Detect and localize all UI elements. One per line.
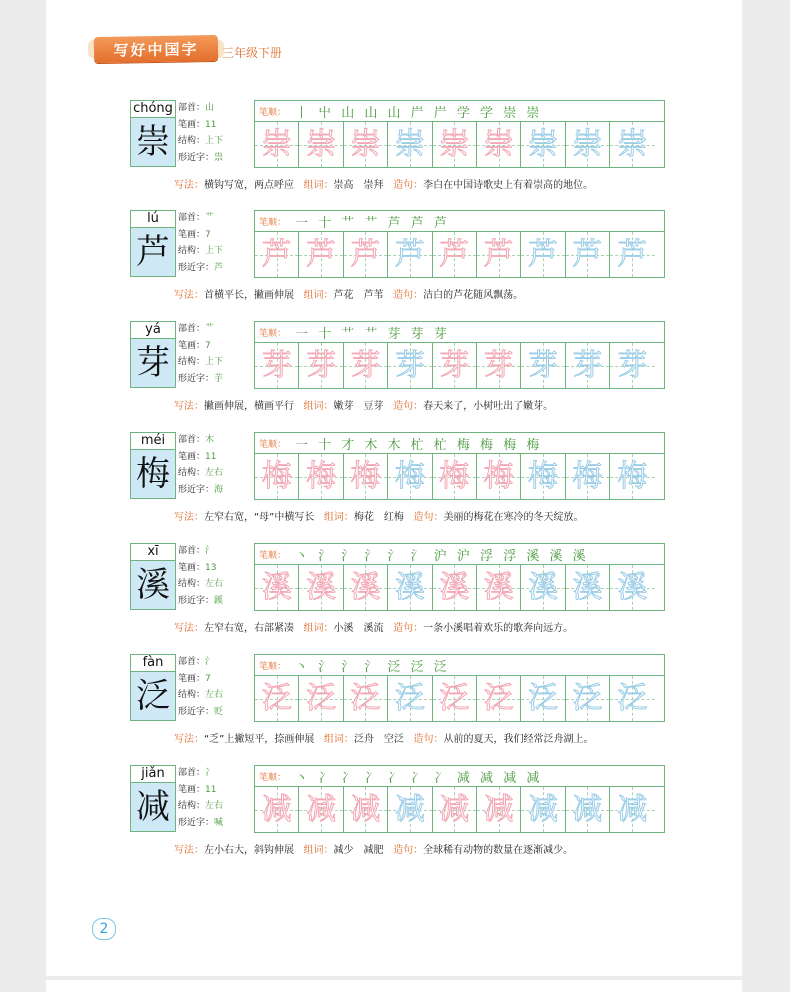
trace-character: 芦	[350, 237, 381, 272]
similar-label: 形近字：	[178, 595, 215, 606]
word-label: 组词：	[303, 623, 334, 634]
practice-cell[interactable]	[610, 343, 654, 388]
stroke-order: 一 十 才 木 木 杧 杧 梅 梅 梅 梅	[295, 438, 543, 453]
word-examples: 嫩芽 豆芽	[333, 401, 384, 412]
character-info	[178, 654, 254, 720]
stroke-count-label: 笔画：	[178, 119, 206, 130]
write-tip: 左小右大，斜钩伸展	[204, 845, 294, 856]
stroke-count-value: 7	[205, 229, 211, 240]
practice-cell[interactable]	[521, 232, 565, 277]
book-title: 写好中国字	[113, 40, 199, 60]
radical-label: 部首：	[178, 435, 206, 445]
practice-cell[interactable]	[299, 122, 343, 167]
stroke-order-label: 笔顺：	[259, 773, 287, 783]
trace-character: 泛	[306, 681, 337, 716]
character-entry	[130, 432, 664, 522]
trace-character: 芽	[483, 348, 514, 383]
similar-label: 形近字：	[178, 484, 215, 495]
practice-grid	[254, 432, 665, 500]
trace-character: 梅	[350, 459, 381, 494]
main-character: 崇	[130, 117, 176, 167]
practice-cell[interactable]	[521, 676, 565, 721]
trace-character: 泛	[572, 681, 603, 716]
practice-cell[interactable]	[388, 565, 432, 610]
stroke-count-label: 笔画：	[178, 229, 206, 240]
practice-cell[interactable]	[388, 343, 432, 388]
trace-character: 减	[394, 792, 425, 827]
trace-character: 芽	[350, 348, 381, 383]
similar-value: 芋	[214, 373, 224, 384]
practice-cell[interactable]	[344, 676, 388, 721]
stroke-count-value: 7	[205, 340, 211, 351]
write-label: 写法：	[174, 290, 204, 301]
stroke-order: 丶 氵 氵 氵 泛 泛 泛	[295, 660, 450, 675]
practice-cell[interactable]	[255, 787, 299, 832]
word-examples: 减少 减肥	[333, 845, 384, 856]
structure-value: 上下	[205, 246, 224, 256]
sentence-example: 一条小溪唱着欢乐的歌奔向远方。	[423, 623, 574, 634]
radical-value: 艹	[205, 324, 215, 334]
word-label: 组词：	[303, 290, 334, 301]
word-examples: 小溪 溪流	[333, 623, 384, 634]
similar-value: 蹊	[214, 595, 224, 606]
practice-cell[interactable]	[299, 565, 343, 610]
trace-character: 溪	[439, 570, 470, 605]
sentence-example: 从前的夏天，我们经常泛舟湖上。	[443, 734, 594, 745]
radical-label: 部首：	[178, 546, 206, 556]
sentence-label: 造句：	[413, 512, 444, 523]
stroke-count-label: 笔画：	[178, 562, 206, 573]
trace-character: 泛	[350, 681, 381, 716]
stroke-count-label: 笔画：	[178, 784, 206, 795]
practice-cells	[255, 565, 664, 610]
sentence-label: 造句：	[393, 180, 424, 191]
stroke-order-row	[255, 655, 664, 676]
trace-character: 芦	[483, 237, 514, 272]
radical-value: 氵	[205, 657, 215, 667]
write-label: 写法：	[174, 734, 204, 745]
practice-cell[interactable]	[521, 454, 565, 499]
trace-character: 溪	[483, 570, 514, 605]
practice-cell[interactable]	[344, 565, 388, 610]
similar-label: 形近字：	[178, 262, 215, 273]
trace-character: 溪	[394, 570, 425, 605]
write-tip: 首横平长，撇画伸展	[204, 290, 294, 301]
write-label: 写法：	[174, 845, 204, 856]
stroke-order: 一 十 艹 艹 芽 芽 芽	[295, 327, 450, 342]
trace-character: 泛	[261, 681, 292, 716]
character-info	[178, 321, 254, 387]
practice-cell[interactable]	[388, 454, 432, 499]
practice-cell[interactable]	[477, 787, 521, 832]
practice-cell[interactable]	[255, 454, 299, 499]
trace-character: 溪	[572, 570, 603, 605]
word-label: 组词：	[303, 845, 334, 856]
practice-cell[interactable]	[610, 454, 654, 499]
trace-character: 崇	[306, 127, 337, 162]
trace-character: 芽	[572, 348, 603, 383]
stroke-count-value: 11	[205, 784, 217, 795]
trace-character: 崇	[528, 127, 559, 162]
character-entry	[130, 543, 664, 633]
practice-cell[interactable]	[477, 454, 521, 499]
word-examples: 梅花 红梅	[353, 512, 404, 523]
word-label: 组词：	[303, 180, 334, 191]
stroke-count-value: 11	[205, 119, 217, 130]
stroke-count-label: 笔画：	[178, 451, 206, 462]
pinyin: xī	[130, 543, 176, 560]
write-tip: 左窄右宽，“母”中横写长	[204, 512, 315, 523]
trace-character: 芽	[528, 348, 559, 383]
practice-cell[interactable]	[344, 232, 388, 277]
trace-character: 泛	[394, 681, 425, 716]
practice-cell[interactable]	[521, 343, 565, 388]
practice-cell[interactable]	[388, 232, 432, 277]
title-banner	[94, 35, 218, 63]
practice-cell[interactable]	[433, 787, 477, 832]
pinyin: chóng	[130, 100, 176, 117]
write-label: 写法：	[174, 512, 204, 523]
stroke-order-label: 笔顺：	[259, 108, 287, 118]
main-character: 溪	[130, 560, 176, 610]
main-character: 芦	[130, 227, 176, 277]
trace-character: 梅	[306, 459, 337, 494]
practice-cell[interactable]	[610, 565, 654, 610]
word-examples: 崇高 崇拜	[333, 180, 384, 191]
trace-character: 崇	[350, 127, 381, 162]
practice-cell[interactable]	[388, 122, 432, 167]
sentence-example: 洁白的芦花随风飘荡。	[423, 290, 524, 301]
pinyin: méi	[130, 432, 176, 449]
trace-character: 溪	[306, 570, 337, 605]
sentence-example: 美丽的梅花在寒冷的冬天绽放。	[443, 512, 584, 523]
write-label: 写法：	[174, 401, 204, 412]
main-character: 梅	[130, 449, 176, 499]
stroke-order-label: 笔顺：	[259, 551, 287, 561]
trace-character: 芽	[617, 348, 648, 383]
trace-character: 溪	[528, 570, 559, 605]
stroke-order-row	[255, 322, 664, 343]
practice-cell[interactable]	[388, 676, 432, 721]
practice-grid	[254, 765, 665, 833]
radical-value: 冫	[205, 768, 215, 778]
write-tip: 撇画伸展，横画平行	[204, 401, 294, 412]
radical-label: 部首：	[178, 324, 206, 334]
pinyin: jiǎn	[130, 765, 176, 782]
trace-character: 溪	[261, 570, 292, 605]
practice-cell[interactable]	[521, 565, 565, 610]
practice-cells	[255, 787, 664, 832]
character-info	[178, 765, 254, 831]
usage-note	[174, 730, 593, 745]
practice-cell[interactable]	[255, 343, 299, 388]
trace-character: 芽	[306, 348, 337, 383]
word-label: 组词：	[323, 734, 354, 745]
practice-grid	[254, 210, 665, 278]
grade-label: 三年级下册	[222, 46, 283, 60]
similar-value: 芦	[214, 262, 224, 273]
similar-label: 形近字：	[178, 706, 215, 717]
pinyin: yá	[130, 321, 176, 338]
character-entry	[130, 321, 664, 411]
trace-character: 崇	[261, 127, 292, 162]
stroke-count-value: 7	[205, 673, 211, 684]
stroke-order-row	[255, 101, 664, 122]
character-info	[178, 432, 254, 498]
trace-character: 减	[528, 792, 559, 827]
write-tip: 横钩写宽，两点呼应	[204, 180, 294, 191]
practice-cell[interactable]	[521, 122, 565, 167]
stroke-count-value: 11	[205, 451, 217, 462]
structure-value: 左右	[205, 690, 224, 700]
trace-character: 芦	[528, 237, 559, 272]
trace-character: 减	[572, 792, 603, 827]
structure-label: 结构：	[178, 801, 206, 811]
character-entry	[130, 765, 664, 855]
character-info	[178, 210, 254, 276]
trace-character: 芽	[261, 348, 292, 383]
sentence-example: 李白在中国诗歌史上有着崇高的地位。	[423, 180, 594, 191]
similar-value: 贬	[214, 706, 224, 717]
practice-cell[interactable]	[344, 787, 388, 832]
similar-label: 形近字：	[178, 152, 215, 163]
sentence-example: 全球稀有动物的数量在逐渐减少。	[423, 845, 574, 856]
practice-grid	[254, 100, 665, 168]
trace-character: 芦	[306, 237, 337, 272]
practice-cell[interactable]	[521, 787, 565, 832]
word-examples: 泛舟 空泛	[353, 734, 404, 745]
practice-cell[interactable]	[299, 343, 343, 388]
practice-cell[interactable]	[477, 565, 521, 610]
practice-cell[interactable]	[566, 343, 610, 388]
write-tip: 左窄右宽，右部紧凑	[204, 623, 294, 634]
practice-cell[interactable]	[344, 122, 388, 167]
practice-cell[interactable]	[255, 122, 299, 167]
structure-value: 左右	[205, 579, 224, 589]
stroke-order-label: 笔顺：	[259, 662, 287, 672]
radical-value: 氵	[205, 546, 215, 556]
trace-character: 崇	[572, 127, 603, 162]
sentence-label: 造句：	[393, 845, 424, 856]
practice-cell[interactable]	[433, 676, 477, 721]
practice-cell[interactable]	[477, 676, 521, 721]
trace-character: 梅	[439, 459, 470, 494]
radical-value: 艹	[205, 213, 215, 223]
radical-label: 部首：	[178, 657, 206, 667]
stroke-order-row	[255, 544, 664, 565]
trace-character: 芦	[261, 237, 292, 272]
trace-character: 梅	[528, 459, 559, 494]
practice-cells	[255, 122, 664, 167]
trace-character: 芽	[439, 348, 470, 383]
usage-note	[174, 286, 523, 301]
character-entry	[130, 100, 664, 190]
practice-cell[interactable]	[299, 454, 343, 499]
trace-character: 崇	[439, 127, 470, 162]
stroke-order-label: 笔顺：	[259, 329, 287, 339]
trace-character: 泛	[528, 681, 559, 716]
trace-character: 梅	[261, 459, 292, 494]
usage-note	[174, 508, 583, 523]
trace-character: 泛	[439, 681, 470, 716]
usage-note	[174, 176, 593, 191]
practice-cells	[255, 343, 664, 388]
trace-character: 崇	[394, 127, 425, 162]
structure-value: 左右	[205, 801, 224, 811]
practice-cell[interactable]	[255, 676, 299, 721]
trace-character: 减	[617, 792, 648, 827]
radical-label: 部首：	[178, 213, 206, 223]
trace-character: 溪	[350, 570, 381, 605]
trace-character: 芦	[394, 237, 425, 272]
practice-cell[interactable]	[477, 343, 521, 388]
usage-note	[174, 619, 573, 634]
practice-cell[interactable]	[610, 787, 654, 832]
structure-label: 结构：	[178, 579, 206, 589]
stroke-count-label: 笔画：	[178, 673, 206, 684]
practice-cells	[255, 676, 664, 721]
character-info	[178, 100, 254, 166]
trace-character: 减	[483, 792, 514, 827]
structure-label: 结构：	[178, 246, 206, 256]
sentence-label: 造句：	[393, 401, 424, 412]
practice-cell[interactable]	[255, 232, 299, 277]
pinyin: lú	[130, 210, 176, 227]
word-examples: 芦花 芦苇	[333, 290, 384, 301]
practice-cell[interactable]	[344, 343, 388, 388]
practice-cell[interactable]	[388, 787, 432, 832]
stroke-order-label: 笔顺：	[259, 218, 287, 228]
practice-cell[interactable]	[299, 787, 343, 832]
sentence-label: 造句：	[393, 290, 424, 301]
main-character: 减	[130, 782, 176, 832]
structure-value: 上下	[205, 136, 224, 146]
structure-value: 左右	[205, 468, 224, 478]
stroke-order-row	[255, 766, 664, 787]
trace-character: 溪	[617, 570, 648, 605]
stroke-order: 丨 屮 山 山 山 屵 屵 学 学 崇 崇	[295, 106, 543, 121]
radical-label: 部首：	[178, 768, 206, 778]
pinyin: fàn	[130, 654, 176, 671]
trace-character: 梅	[617, 459, 648, 494]
page-bottom-strip	[46, 980, 742, 992]
page-number: 2	[92, 918, 116, 940]
radical-label: 部首：	[178, 103, 206, 113]
character-info	[178, 543, 254, 609]
stroke-order: 丶 氵 氵 氵 氵 氵 沪 沪 浮 浮 溪 溪 溪	[295, 549, 589, 564]
trace-character: 梅	[483, 459, 514, 494]
trace-character: 减	[261, 792, 292, 827]
character-entry	[130, 654, 664, 744]
stroke-order-label: 笔顺：	[259, 440, 287, 450]
practice-cell[interactable]	[433, 232, 477, 277]
similar-value: 喊	[214, 817, 224, 828]
practice-cell[interactable]	[566, 454, 610, 499]
practice-cell[interactable]	[566, 232, 610, 277]
practice-cell[interactable]	[566, 122, 610, 167]
sentence-label: 造句：	[393, 623, 424, 634]
stroke-count-value: 13	[205, 562, 217, 573]
usage-note	[174, 397, 553, 412]
structure-label: 结构：	[178, 357, 206, 367]
sentence-example: 春天来了，小树吐出了嫩芽。	[423, 401, 554, 412]
trace-character: 泛	[617, 681, 648, 716]
structure-value: 上下	[205, 357, 224, 367]
trace-character: 梅	[394, 459, 425, 494]
trace-character: 泛	[483, 681, 514, 716]
word-label: 组词：	[323, 512, 354, 523]
trace-character: 芽	[394, 348, 425, 383]
practice-cell[interactable]	[344, 454, 388, 499]
practice-cell[interactable]	[566, 676, 610, 721]
structure-label: 结构：	[178, 690, 206, 700]
practice-grid	[254, 321, 665, 389]
usage-note	[174, 841, 573, 856]
write-label: 写法：	[174, 623, 204, 634]
practice-cells	[255, 454, 664, 499]
practice-cell[interactable]	[299, 232, 343, 277]
practice-grid	[254, 543, 665, 611]
stroke-order: 丶 冫 冫 冫 冫 冫 冫 减 减 减 减	[295, 771, 543, 786]
sentence-label: 造句：	[413, 734, 444, 745]
trace-character: 减	[439, 792, 470, 827]
similar-value: 祟	[214, 152, 224, 163]
practice-cell[interactable]	[610, 232, 654, 277]
practice-cell[interactable]	[566, 565, 610, 610]
practice-cell[interactable]	[610, 122, 654, 167]
trace-character: 减	[306, 792, 337, 827]
practice-cells	[255, 232, 664, 277]
similar-label: 形近字：	[178, 817, 215, 828]
word-label: 组词：	[303, 401, 334, 412]
main-character: 泛	[130, 671, 176, 721]
practice-cell[interactable]	[433, 454, 477, 499]
similar-value: 海	[214, 484, 224, 495]
write-tip: “乏”上撇短平，捺画伸展	[204, 734, 315, 745]
character-entry	[130, 210, 664, 300]
practice-cell[interactable]	[566, 787, 610, 832]
stroke-order-row	[255, 433, 664, 454]
structure-label: 结构：	[178, 468, 206, 478]
trace-character: 梅	[572, 459, 603, 494]
practice-cell[interactable]	[299, 676, 343, 721]
radical-value: 山	[205, 103, 215, 113]
similar-label: 形近字：	[178, 373, 215, 384]
practice-cell[interactable]	[610, 676, 654, 721]
practice-cell[interactable]	[255, 565, 299, 610]
trace-character: 芦	[572, 237, 603, 272]
practice-cell[interactable]	[433, 122, 477, 167]
practice-cell[interactable]	[477, 232, 521, 277]
stroke-order: 一 十 艹 艹 芦 芦 芦	[295, 216, 450, 231]
trace-character: 减	[350, 792, 381, 827]
radical-value: 木	[205, 435, 215, 445]
stroke-order-row	[255, 211, 664, 232]
practice-cell[interactable]	[433, 565, 477, 610]
main-character: 芽	[130, 338, 176, 388]
trace-character: 崇	[617, 127, 648, 162]
trace-character: 崇	[483, 127, 514, 162]
structure-label: 结构：	[178, 136, 206, 146]
trace-character: 芦	[617, 237, 648, 272]
write-label: 写法：	[174, 180, 204, 191]
practice-cell[interactable]	[477, 122, 521, 167]
trace-character: 芦	[439, 237, 470, 272]
practice-cell[interactable]	[433, 343, 477, 388]
practice-grid	[254, 654, 665, 722]
stroke-count-label: 笔画：	[178, 340, 206, 351]
